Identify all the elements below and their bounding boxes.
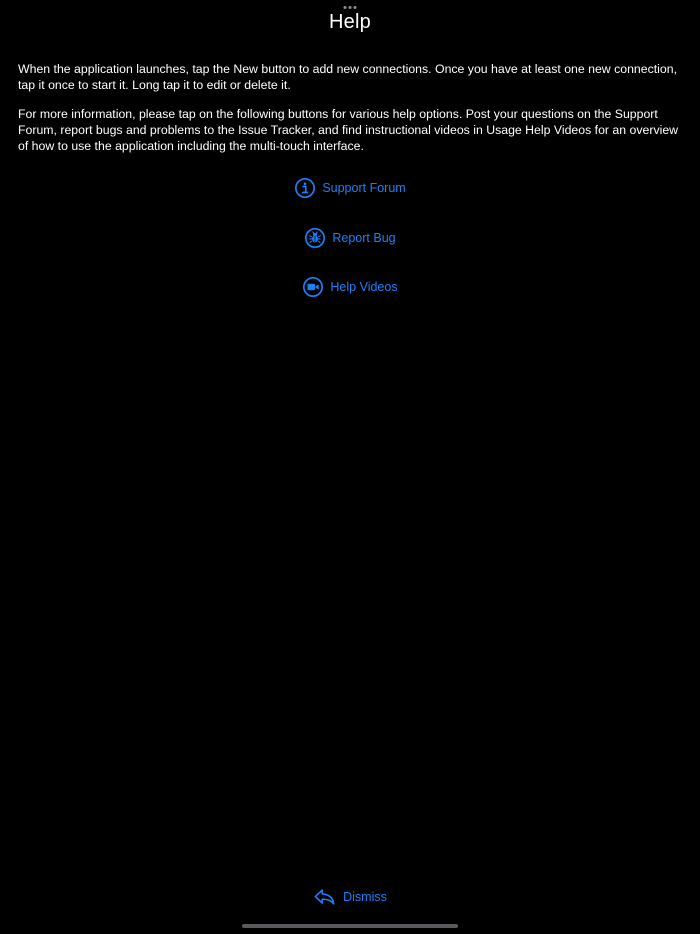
page-title: Help bbox=[329, 11, 371, 33]
dot bbox=[344, 6, 347, 9]
reply-arrow-icon bbox=[313, 886, 337, 908]
support-forum-button[interactable] bbox=[0, 177, 700, 199]
report-bug-button[interactable] bbox=[0, 227, 700, 249]
video-circle-icon bbox=[302, 276, 324, 298]
home-indicator[interactable] bbox=[242, 924, 458, 928]
support-forum-label: Support Forum bbox=[322, 181, 406, 195]
bug-circle-icon bbox=[304, 227, 326, 249]
info-circle-icon bbox=[294, 177, 316, 199]
help-videos-label: Help Videos bbox=[330, 280, 398, 294]
report-bug-label: Report Bug bbox=[332, 231, 396, 245]
dismiss-button[interactable] bbox=[0, 886, 700, 908]
more-dots-icon[interactable] bbox=[344, 6, 357, 9]
help-paragraph-more-info: For more information, please tap on the following buttons for various help options. Post your questions on the Support Forum, report bugs and problems to the Issue Tracker, and find instructional videos in Usage Help Videos for an overview of how to use the application including the multi-touch interface. bbox=[18, 107, 679, 153]
dot bbox=[354, 6, 357, 9]
help-paragraph-intro: When the application launches, tap the New button to add new connections. Once you have at least one new connection, tap it once to start it. Long tap it to edit or delete it. bbox=[18, 62, 678, 92]
help-videos-button[interactable] bbox=[0, 276, 700, 298]
dot bbox=[349, 6, 352, 9]
dismiss-label: Dismiss bbox=[343, 890, 387, 904]
